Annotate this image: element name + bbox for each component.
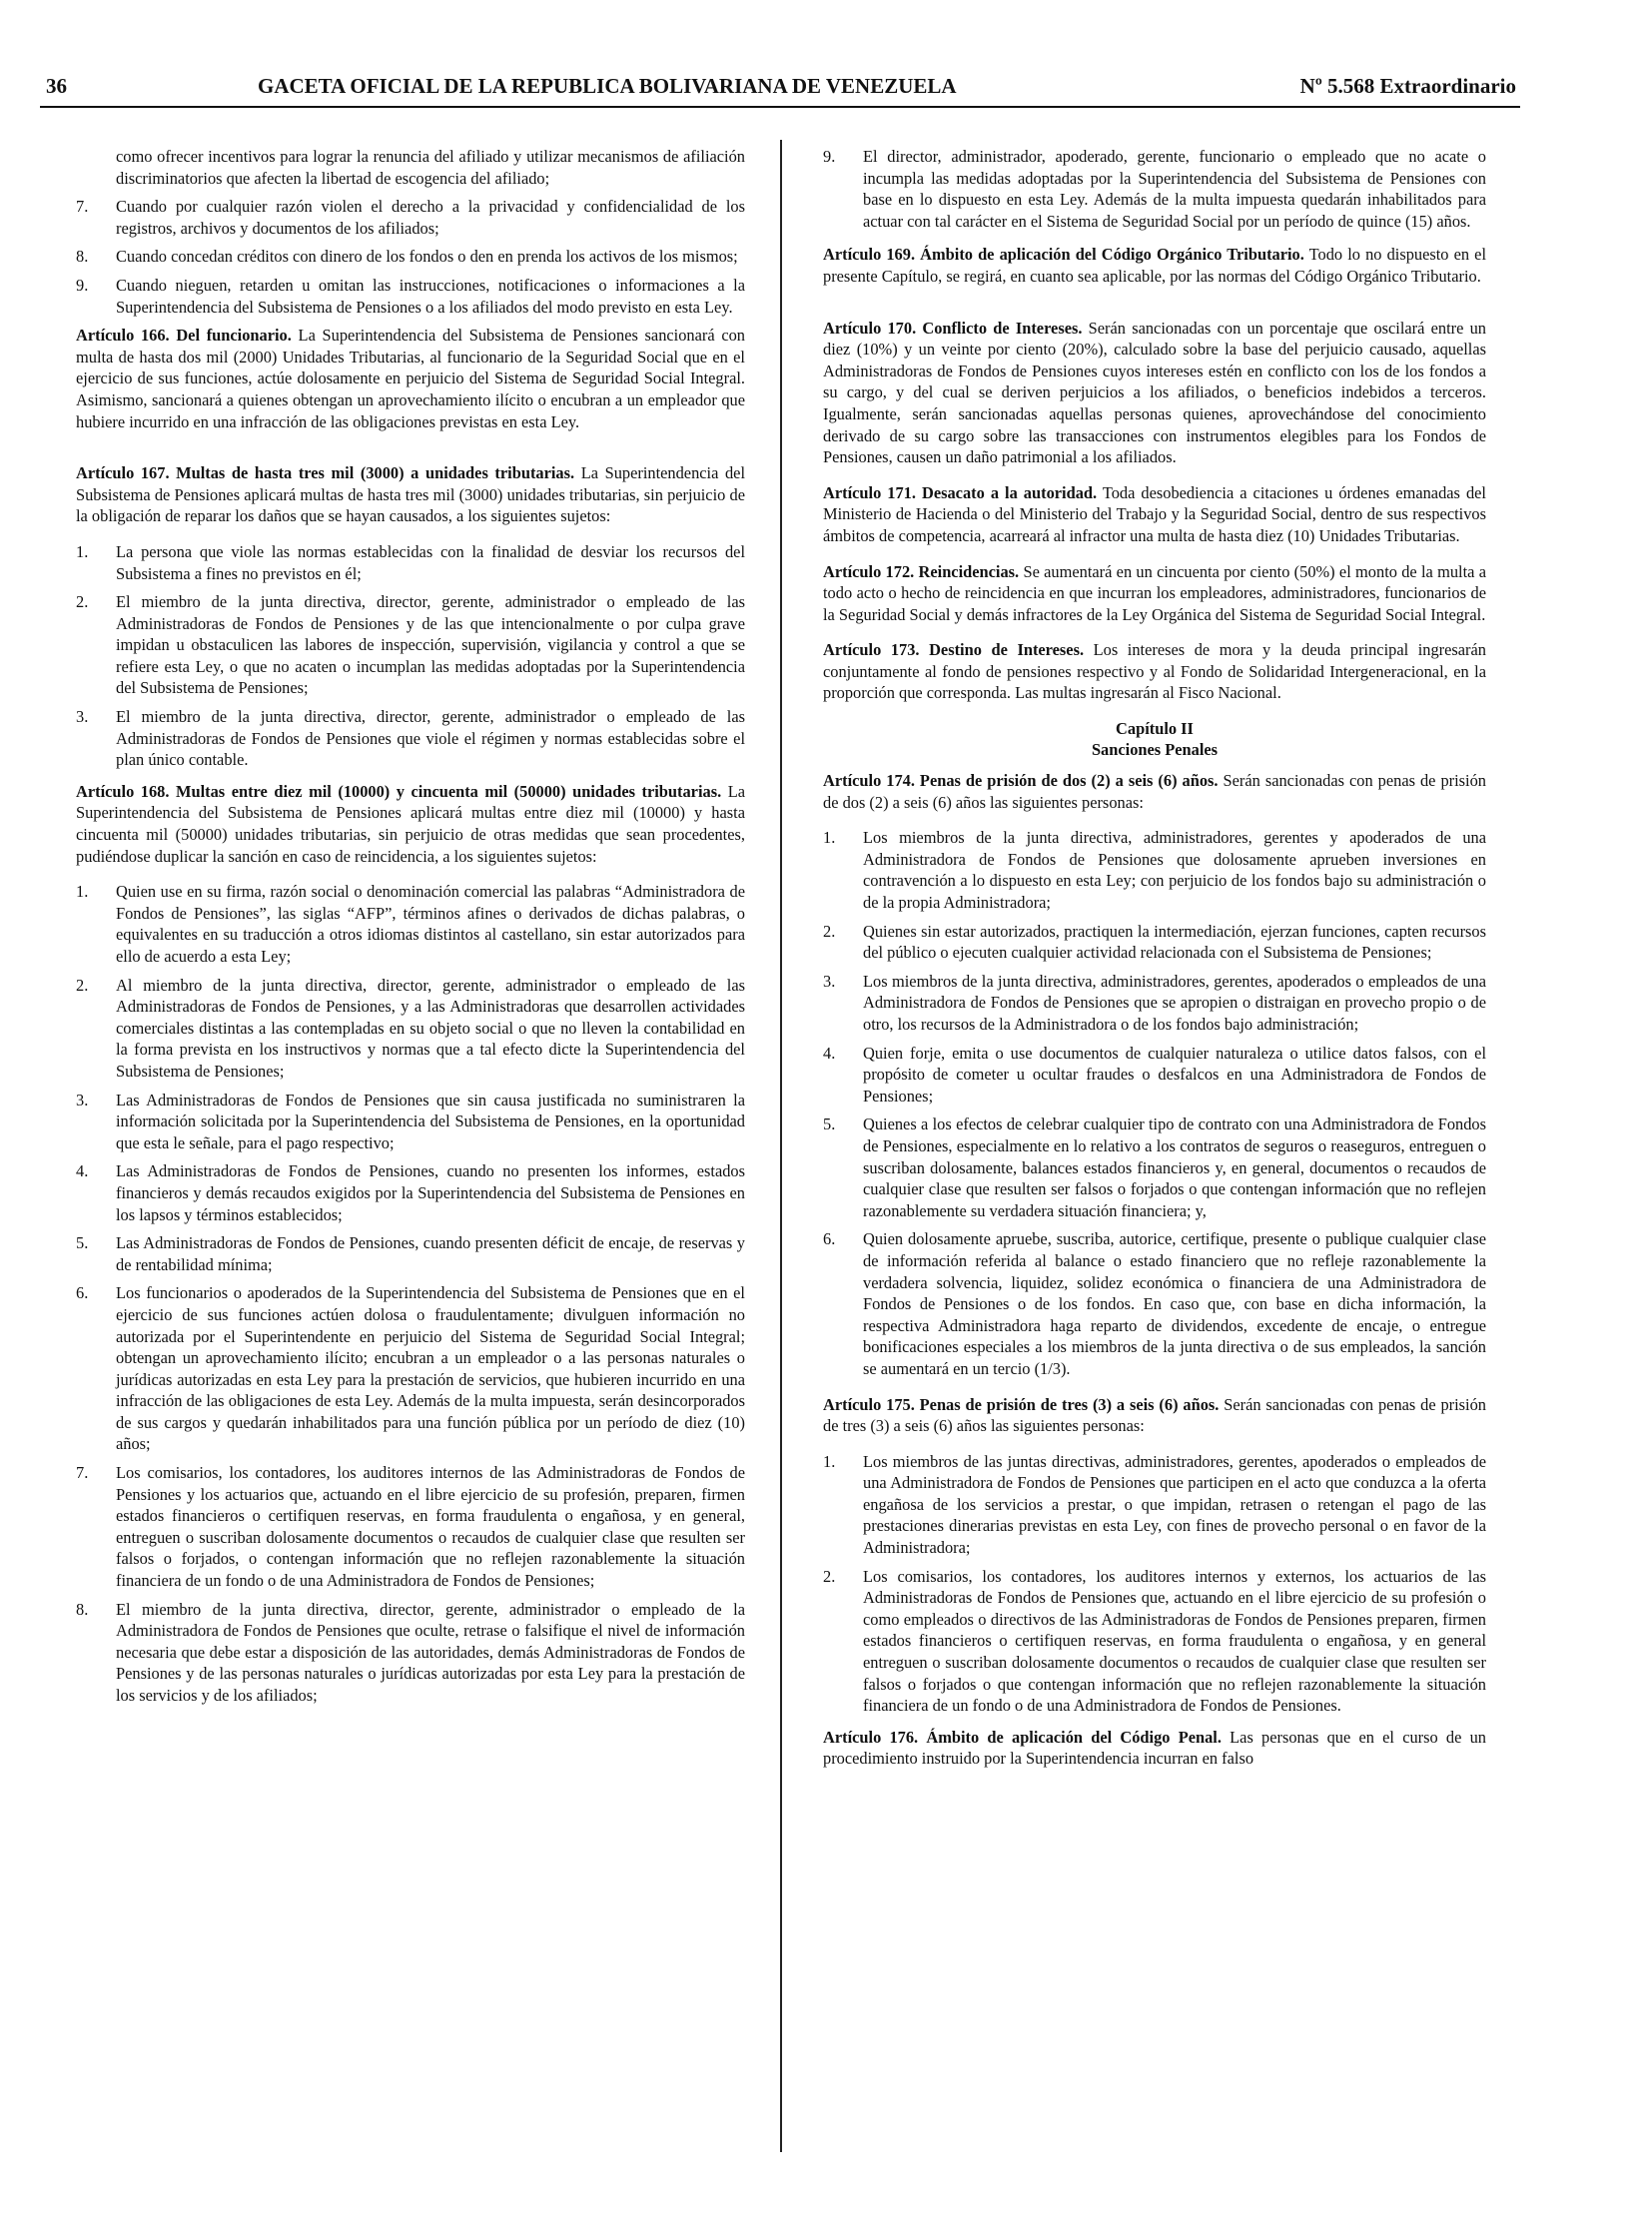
article-176-title: Artículo 176. Ámbito de aplicación del Código Penal. <box>823 1727 1222 1747</box>
left-list-b <box>76 541 745 771</box>
item-text: Las Administradoras de Fondos de Pensiones que sin causa justificada no suministraren la información solicitada por la Superintendencia del Subsistema de Pensiones, en la oportunidad que esta le señale, para el pago respectivo; <box>116 1090 745 1152</box>
article-175-body: Serán sancionadas con penas de prisión de tres (3) a seis (6) años las siguientes personas: <box>823 1394 1486 1436</box>
list-item <box>76 1282 745 1455</box>
item-number: 1. <box>823 1451 836 1471</box>
list-item <box>76 1160 745 1225</box>
article-170-body: Serán sancionadas con un porcentaje que oscilará entre un diez (10%) y un veinte por ciento (20%), calculado sobre la base del perjuicio causado, aquellas Administradoras de Fondos de Pensiones cuyos intereses estén en conflicto con los de los fondos a su cargo, y del cual se deriven perjuicios a los afiliados, o beneficios indebidos a terceros. Igualmente, serán sancionadas aquellas personas quienes, aprovechándose del conocimiento derivado de su cargo sobre las transacciones con instrumentos elegibles para los Fondos de Pensiones, causen un daño patrimonial a los afiliados. <box>823 318 1486 467</box>
article-176-body: Las personas que en el curso de un procedimiento instruido por la Superintendencia incurran en falso <box>823 1727 1486 1769</box>
article-173-title: Artículo 173. Destino de Intereses. <box>823 640 1085 660</box>
article-174 <box>823 770 1486 813</box>
right-column <box>823 146 1486 1784</box>
article-169-title: Artículo 169. Ámbito de aplicación del Código Orgánico Tributario. <box>823 245 1304 265</box>
article-174-body: Serán sancionadas con penas de prisión de dos (2) a seis (6) años las siguientes personas: <box>823 771 1486 812</box>
item-number: 1. <box>823 828 836 848</box>
item-text: Cuando nieguen, retarden u omitan las instrucciones, notificaciones o informaciones a la Superintendencia del Subsistema de Pensiones o a los afiliados del modo previsto en esta Ley. <box>116 275 745 317</box>
list-item <box>823 1228 1486 1379</box>
article-173 <box>823 639 1486 704</box>
item-number: 9. <box>823 147 836 166</box>
article-166-body: La Superintendencia del Subsistema de Pensiones sancionará con multa de hasta dos mil (2000) Unidades Tributarias, al funcionario de la Seguridad Social que en el ejercicio de sus funciones, actúe dolosamente en perjuicio del Sistema de Seguridad Social Integral. Asimismo, sancionará a quienes obtengan un aprovechamiento ilícito o encubran a un empleador que hubiere incurrido en una infracción de las obligaciones previstas en esta Ley. <box>76 326 745 431</box>
page-number: 36 <box>46 74 67 98</box>
chapter-title: Sanciones Penales <box>1091 740 1219 760</box>
item-number: 1. <box>76 882 89 902</box>
article-167 <box>76 462 745 527</box>
item-text: Cuando por cualquier razón violen el derecho a la privacidad y confidencialidad de los registros, archivos y documentos de los afiliados; <box>116 197 745 238</box>
item-text: Los miembros de la junta directiva, administradores, gerentes, apoderados o empleados de una Administradora de Fondos de Pensiones que se apropien o distraigan en provecho propio o de otro, los recursos de la Administradora o de los fondos bajo administración; <box>863 971 1486 1034</box>
item-text: El miembro de la junta directiva, director, gerente, administrador o empleado de las Administradoras de Fondos de Pensiones y de las que intencionalmente o por culpa grave impidan u obstaculicen las labores de inspección, supervisión, vigilancia y control a que se refiere esta Ley, o que no acaten o incumplan las medidas adoptadas por la Superintendencia del Subsistema de Pensiones; <box>116 592 745 698</box>
list-item <box>76 591 745 699</box>
list-item <box>76 541 745 584</box>
left-column <box>76 146 745 1714</box>
article-166-title: Artículo 166. Del funcionario. <box>76 326 292 346</box>
item-text: Quien dolosamente apruebe, suscriba, autorice, certifique, presente o publique cualquier clase de información referida al balance o estado financiero que no refleje razonablemente la verdadera solvencia, liquidez, solidez económica o financiera de una Administradora de Fondos de Pensiones o de los fondos. En caso que, con base en dicha información, la respectiva Administradora haga reparto de dividendos, excedente de encaje, o entregue bonificaciones especiales a los miembros de la junta directiva o de sus empleados, la sanción se aumentará en un tercio (1/3). <box>863 1229 1486 1378</box>
list-item <box>76 1090 745 1154</box>
item-number: 1. <box>76 541 89 561</box>
article-171-body: Toda desobediencia a citaciones u órdenes emanadas del Ministerio de Hacienda o del Ministerio del Trabajo y la Seguridad Social, dentro de sus respectivos ámbitos de competencia, acarreará al infractor una multa de hasta diez (10) Unidades Tributarias. <box>823 482 1486 545</box>
item-text: La persona que viole las normas establecidas con la finalidad de desviar los recursos del Subsistema a fines no previstos en él; <box>116 541 745 583</box>
item-number: 7. <box>76 1463 89 1483</box>
list-item <box>76 975 745 1083</box>
article-168-title: Artículo 168. Multas entre diez mil (10000) y cincuenta mil (50000) unidades tributarias. <box>76 781 722 801</box>
article-172 <box>823 561 1486 626</box>
article-169 <box>823 244 1486 287</box>
article-170-title: Artículo 170. Conflicto de Intereses. <box>823 318 1083 338</box>
item-text: Los miembros de la junta directiva, administradores, gerentes y apoderados de una Administradora de Fondos de Pensiones que dolosamente aprueben inversiones en contravención a lo dispuesto en esta Ley; con perjuicio de los fondos bajo su administración o de la propia Administradora; <box>863 828 1486 913</box>
article-170 <box>823 318 1486 468</box>
article-169-body: Todo lo no dispuesto en el presente Capítulo, se regirá, en cuanto sea aplicable, por las normas del Código Orgánico Tributario. <box>823 245 1486 286</box>
article-172-title: Artículo 172. Reincidencias. <box>823 561 1020 581</box>
article-168 <box>76 781 745 867</box>
list-item <box>76 246 745 268</box>
list-item <box>823 1043 1486 1108</box>
item-number: 4. <box>823 1043 836 1063</box>
item-number: 4. <box>76 1161 89 1181</box>
item-text: Los miembros de las juntas directivas, administradores, gerentes, apoderados o empleados de una Administradora de Fondos de Pensiones que participen en el acto que conduzca a la oferta engañosa de los servicios a prestar, o que impidan, retrasen o retengan el pago de las prestaciones dinerarias previstas en esta Ley, con fines de provecho personal o en favor de la Administradora; <box>863 1451 1486 1558</box>
item-text: Quien use en su firma, razón social o denominación comercial las palabras “Administradora de Fondos de Pensiones”, las siglas “AFP”, términos afines o derivados de dichas palabras, o equivalentes en su traducción a otros idiomas distintos al castellano, sin estar autorizados para ello de acuerdo a esta Ley; <box>116 882 745 966</box>
left-list-c <box>76 881 745 1706</box>
left-list-a <box>76 196 745 318</box>
item-number: 6. <box>823 1229 836 1249</box>
continued-text: como ofrecer incentivos para lograr la renuncia del afiliado y utilizar mecanismos de afiliación discriminatorios que afecten la libertad de escogencia del afiliado; <box>116 147 745 188</box>
item-text: Quienes a los efectos de celebrar cualquier tipo de contrato con una Administradora de Fondos de Pensiones, especialmente en lo relativo a los contratos de seguros o reaseguros, entreguen o suscriban dolosamente, balances estados financieros y, en general, documentos o recaudos de cualquier clase que resulten ser falsos o forjados o que contengan información que no reflejen razonablemente su verdadera situación financiera; y, <box>863 1114 1486 1220</box>
list-item <box>76 1232 745 1275</box>
list-item <box>823 146 1486 232</box>
item-number: 2. <box>76 975 89 995</box>
item-number: 5. <box>823 1114 836 1134</box>
list-item <box>823 921 1486 964</box>
item-text: El miembro de la junta directiva, director, gerente, administrador o empleado de la Administradora de Fondos de Pensiones que oculte, retrase o falsifique el nivel de información necesaria que debe estar a disposición de las autoridades, demás Administradoras de Fondos de Pensiones y de las personas naturales o jurídicas autorizadas por esta Ley para la prestación de los servicios y de los afiliados; <box>116 1599 745 1705</box>
list-item <box>76 1462 745 1592</box>
item-text: Las Administradoras de Fondos de Pensiones, cuando no presenten los informes, estados financieros y demás recaudos exigidos por la Superintendencia del Subsistema de Pensiones en los lapsos y términos establecidos; <box>116 1161 745 1224</box>
article-175-title: Artículo 175. Penas de prisión de tres (3) a seis (6) años. <box>823 1394 1220 1414</box>
article-174-title: Artículo 174. Penas de prisión de dos (2) a seis (6) años. <box>823 771 1219 791</box>
item-text: El miembro de la junta directiva, director, gerente, administrador o empleado de las Administradoras de Fondos de Pensiones que viole el régimen y normas establecidas sobre el plan único contable. <box>116 707 745 770</box>
item-number: 7. <box>76 197 89 217</box>
article-172-body: Se aumentará en un cincuenta por ciento (50%) el monto de la multa a todo acto o hecho de reincidencia en que incurran los empleadores, administradores, funcionarios de la Seguridad Social y demás infractores de la Ley Orgánica del Sistema de Seguridad Social Integral. <box>823 561 1487 624</box>
page-header <box>40 72 1520 108</box>
issue-number: Nº 5.568 Extraordinario <box>1299 74 1516 98</box>
right-list-a <box>823 146 1486 232</box>
item-text: El director, administrador, apoderado, gerente, funcionario o empleado que no acate o incumpla las medidas adoptadas por la Superintendencia del Subsistema de Pensiones con base en lo dispuesto en esta Ley. Además de la multa impuesta quedarán inhabilitados para actuar con tal carácter en el Sistema de Seguridad Social por un período de quince (15) años. <box>863 147 1486 231</box>
column-divider <box>780 140 782 2152</box>
list-item <box>823 827 1486 913</box>
item-number: 8. <box>76 1599 89 1619</box>
gazette-title: GACETA OFICIAL DE LA REPUBLICA BOLIVARIANA DE VENEZUELA <box>258 74 957 98</box>
item-number: 3. <box>823 971 836 991</box>
list-item <box>823 1451 1486 1559</box>
item-number: 6. <box>76 1283 89 1303</box>
right-list-c <box>823 1451 1486 1717</box>
list-item <box>76 196 745 239</box>
item-number: 2. <box>823 921 836 941</box>
article-176 <box>823 1727 1486 1770</box>
item-number: 3. <box>76 1090 89 1110</box>
item-text: Al miembro de la junta directiva, director, gerente, administrador o empleado de las Administradoras de Fondos de Pensiones, y a las Administradoras que desarrollen actividades comerciales distintas a las contempladas en su objeto social o que no lleven la contabilidad en la forma prevista en los instructivos y normas que a tal efecto dicte la Superintendencia del Subsistema de Pensiones; <box>116 975 745 1081</box>
list-item <box>823 1566 1486 1717</box>
item-text: Las Administradoras de Fondos de Pensiones, cuando presenten déficit de encaje, de reservas y de rentabilidad mínima; <box>116 1233 745 1274</box>
item-text: Quien forje, emita o use documentos de cualquier naturaleza o utilice datos falsos, con el propósito de cometer u ocultar fraudes o desfalcos en una Administradora de Fondos de Pensiones; <box>863 1043 1486 1106</box>
item-text: Quienes sin estar autorizados, practiquen la intermediación, ejerzan funciones, capten recursos del público o ejecuten cualquier actividad relacionada con el Subsistema de Pensiones; <box>863 921 1486 963</box>
item-text: Los comisarios, los contadores, los auditores internos de las Administradoras de Fondos de Pensiones y los actuarios que, actuando en el libre ejercicio de su profesión, preparen, firmen estados financieros o certifiquen reservas, en forma fraudulenta o engañosa, y en general, entreguen o suscriban dolosamente documentos o recaudos de cualquier clase que resulten ser falsos o forjados, o contengan información que no reflejen razonablemente la situación financiera de un fondo o de una Administradora de Fondos de Pensiones; <box>116 1463 745 1591</box>
right-list-b <box>823 827 1486 1379</box>
article-175 <box>823 1394 1486 1437</box>
article-166 <box>76 325 745 432</box>
article-173-body: Los intereses de mora y la deuda principal ingresarán conjuntamente al fondo de pensiones respectivo y al Fondo de Solidaridad Intergeneracional, en la proporción que corresponda. Las multas ingresarán al Fisco Nacional. <box>823 640 1486 703</box>
article-168-body: La Superintendencia del Subsistema de Pensiones aplicará multas entre diez mil (10000) y hasta cincuenta mil (50000) unidades tributarias, sin perjuicio de otras medidas que sean procedentes, pudiéndose duplicar la sanción en caso de reincidencia, a los siguientes sujetos: <box>76 781 745 866</box>
item-number: 5. <box>76 1233 89 1253</box>
list-item <box>76 706 745 771</box>
item-number: 3. <box>76 707 89 727</box>
item-text: Los comisarios, los contadores, los auditores internos y externos, los actuarios de las Administradoras de Fondos de Pensiones que, actuando en el libre ejercicio de su profesión o como empleados o directivos de las Administradoras de Fondos de Pensiones preparen, firmen estados financieros o certifiquen reservas, en forma fraudulenta o engañosa, y en general entreguen o suscriban dolosamente documentos o recaudos de cualquier clase que resulten ser falsos o forjados o que contengan información que no reflejen razonablemente la situación financiera de un fondo o de una Administradora de Fondos de Pensiones. <box>863 1566 1486 1716</box>
list-item <box>76 275 745 318</box>
item-text: Los funcionarios o apoderados de la Superintendencia del Subsistema de Pensiones que en el ejercicio de sus funciones actúen dolosa o fraudulentamente; divulguen información no autorizada por el Superintendente en perjuicio del Sistema de Seguridad Social Integral; obtengan un aprovechamiento ilícito; encubran a un empleador o a las personas naturales o jurídicas autorizadas en esta Ley para la prestación de servicios, que hubieren incurrido en una infracción de las obligaciones de esta Ley. Además de la multa impuesta, serán desincorporados de sus cargos y quedarán inhabilitados para una función pública por un período de diez (10) años; <box>116 1283 745 1454</box>
item-number: 9. <box>76 275 89 295</box>
article-171 <box>823 482 1486 547</box>
list-item <box>76 1599 745 1707</box>
list-item <box>823 1114 1486 1221</box>
chapter-number: Capítulo II <box>1116 719 1194 739</box>
article-171-title: Artículo 171. Desacato a la autoridad. <box>823 482 1098 502</box>
item-text: Cuando concedan créditos con dinero de los fondos o den en prenda los activos de los mismos; <box>116 247 738 267</box>
item-number: 8. <box>76 247 89 267</box>
item-number: 2. <box>823 1566 836 1586</box>
chapter-heading <box>823 718 1486 760</box>
list-item <box>823 971 1486 1036</box>
item-number: 2. <box>76 592 89 612</box>
article-167-title: Artículo 167. Multas de hasta tres mil (3000) a unidades tributarias. <box>76 463 575 483</box>
list-item <box>76 881 745 967</box>
article-167-body: La Superintendencia del Subsistema de Pensiones aplicará multas de hasta tres mil (3000) unidades tributarias, sin perjuicio de la obligación de reparar los daños que se hayan causados, a los siguientes sujetos: <box>76 463 745 526</box>
